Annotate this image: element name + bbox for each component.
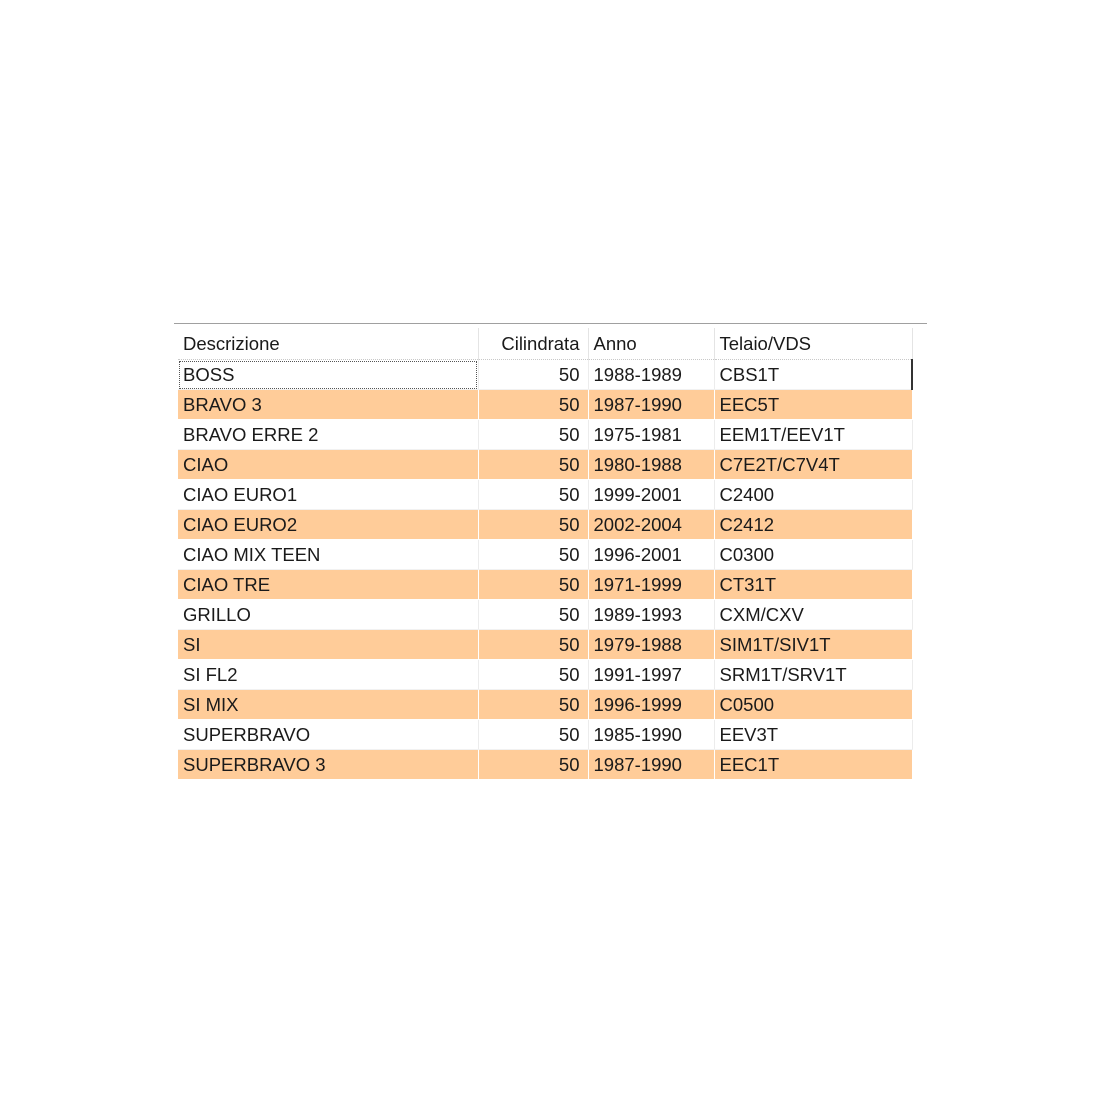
cell-telaio[interactable]: EEC5T	[714, 390, 912, 420]
cell-anno[interactable]: 1979-1988	[588, 630, 714, 660]
cell-descrizione[interactable]: SI	[178, 630, 478, 660]
table-row[interactable]	[178, 600, 912, 630]
table-row[interactable]	[178, 570, 912, 600]
cell-descrizione[interactable]: SI FL2	[178, 660, 478, 690]
cell-telaio[interactable]: CXM/CXV	[714, 600, 912, 630]
cell-telaio[interactable]: CBS1T	[714, 360, 912, 390]
cell-cilindrata[interactable]: 50	[478, 690, 588, 720]
table-row[interactable]	[178, 750, 912, 780]
grid-top-border	[174, 323, 927, 324]
cell-telaio[interactable]: EEM1T/EEV1T	[714, 420, 912, 450]
column-header-descrizione[interactable]: Descrizione	[178, 328, 478, 360]
column-header-anno[interactable]: Anno	[588, 328, 714, 360]
cell-anno[interactable]: 1975-1981	[588, 420, 714, 450]
cell-anno[interactable]: 1987-1990	[588, 750, 714, 780]
header-row	[178, 328, 912, 360]
table-row[interactable]	[178, 690, 912, 720]
cell-descrizione[interactable]: CIAO EURO1	[178, 480, 478, 510]
cell-anno[interactable]: 1989-1993	[588, 600, 714, 630]
cell-telaio[interactable]: EEV3T	[714, 720, 912, 750]
cell-descrizione[interactable]: SI MIX	[178, 690, 478, 720]
cell-anno[interactable]: 1991-1997	[588, 660, 714, 690]
cell-telaio[interactable]: C2400	[714, 480, 912, 510]
cell-anno[interactable]: 1985-1990	[588, 720, 714, 750]
cell-telaio[interactable]: C7E2T/C7V4T	[714, 450, 912, 480]
cell-descrizione[interactable]: BRAVO 3	[178, 390, 478, 420]
cell-telaio[interactable]: SRM1T/SRV1T	[714, 660, 912, 690]
vehicle-table	[178, 328, 913, 780]
cell-descrizione[interactable]: CIAO	[178, 450, 478, 480]
cell-telaio[interactable]: C0300	[714, 540, 912, 570]
cell-descrizione[interactable]: CIAO EURO2	[178, 510, 478, 540]
cell-descrizione[interactable]: SUPERBRAVO	[178, 720, 478, 750]
cell-cilindrata[interactable]: 50	[478, 660, 588, 690]
table-row[interactable]	[178, 390, 912, 420]
cell-descrizione[interactable]: BOSS	[178, 360, 478, 390]
column-header-cilindrata[interactable]: Cilindrata	[478, 328, 588, 360]
cell-cilindrata[interactable]: 50	[478, 390, 588, 420]
cell-cilindrata[interactable]: 50	[478, 540, 588, 570]
table-row[interactable]	[178, 480, 912, 510]
table-row[interactable]	[178, 510, 912, 540]
table-row[interactable]	[178, 540, 912, 570]
cell-descrizione[interactable]: GRILLO	[178, 600, 478, 630]
cell-cilindrata[interactable]: 50	[478, 630, 588, 660]
cell-descrizione[interactable]: CIAO TRE	[178, 570, 478, 600]
cell-anno[interactable]: 1996-1999	[588, 690, 714, 720]
cell-cilindrata[interactable]: 50	[478, 450, 588, 480]
cell-cilindrata[interactable]: 50	[478, 360, 588, 390]
cell-telaio[interactable]: C2412	[714, 510, 912, 540]
cell-telaio[interactable]: CT31T	[714, 570, 912, 600]
cell-cilindrata[interactable]: 50	[478, 420, 588, 450]
column-header-telaio[interactable]: Telaio/VDS	[714, 328, 912, 360]
cell-cilindrata[interactable]: 50	[478, 600, 588, 630]
table-row[interactable]	[178, 360, 912, 390]
cell-telaio[interactable]: SIM1T/SIV1T	[714, 630, 912, 660]
cell-cilindrata[interactable]: 50	[478, 570, 588, 600]
cell-descrizione[interactable]: CIAO MIX TEEN	[178, 540, 478, 570]
cell-cilindrata[interactable]: 50	[478, 480, 588, 510]
cell-cilindrata[interactable]: 50	[478, 510, 588, 540]
table-row[interactable]	[178, 630, 912, 660]
cell-anno[interactable]: 1987-1990	[588, 390, 714, 420]
cell-anno[interactable]: 1980-1988	[588, 450, 714, 480]
cell-telaio[interactable]: EEC1T	[714, 750, 912, 780]
cell-descrizione[interactable]: BRAVO ERRE 2	[178, 420, 478, 450]
cell-anno[interactable]: 1999-2001	[588, 480, 714, 510]
cell-anno[interactable]: 1971-1999	[588, 570, 714, 600]
table-row[interactable]	[178, 450, 912, 480]
cell-cilindrata[interactable]: 50	[478, 750, 588, 780]
cell-anno[interactable]: 1988-1989	[588, 360, 714, 390]
cell-descrizione[interactable]: SUPERBRAVO 3	[178, 750, 478, 780]
cell-cilindrata[interactable]: 50	[478, 720, 588, 750]
table-row[interactable]	[178, 720, 912, 750]
table-row[interactable]	[178, 660, 912, 690]
cell-anno[interactable]: 1996-2001	[588, 540, 714, 570]
cell-telaio[interactable]: C0500	[714, 690, 912, 720]
table-row[interactable]	[178, 420, 912, 450]
data-grid	[174, 323, 927, 779]
cell-anno[interactable]: 2002-2004	[588, 510, 714, 540]
